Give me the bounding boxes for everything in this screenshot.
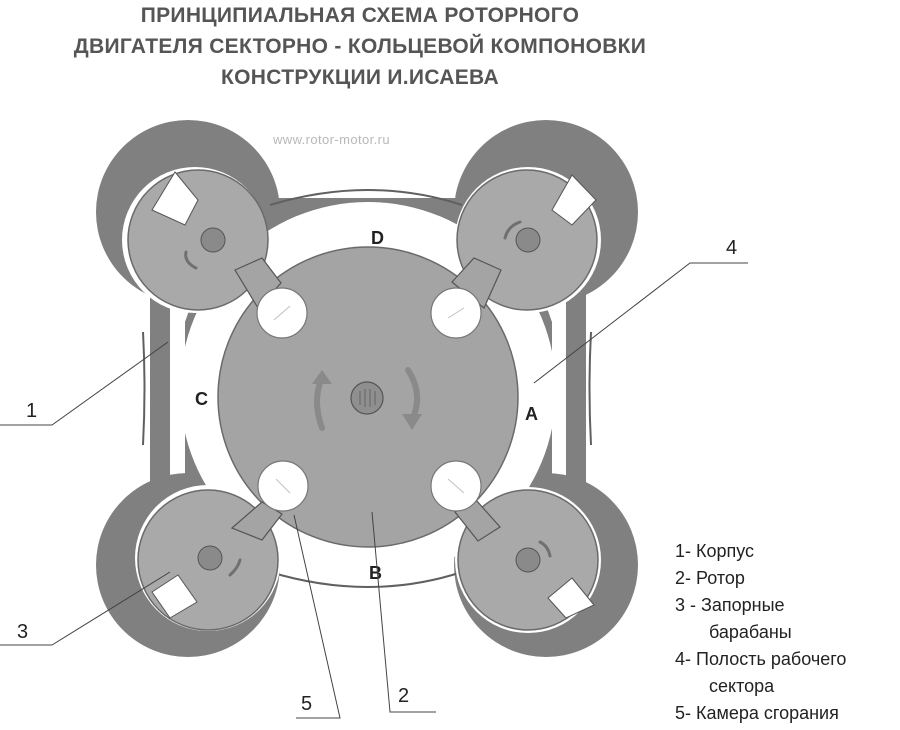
chamber-label-a: A [525, 404, 538, 424]
callout-3: 3 [17, 621, 29, 643]
drum-shaft [516, 228, 540, 252]
legend-item-combustion: 5- Камера сгорания [675, 703, 839, 723]
title-line-3: КОНСТРУКЦИИ И.ИСАЕВА [221, 66, 499, 89]
callout-1: 1 [26, 400, 38, 422]
chamber-label-d: D [371, 228, 384, 248]
title-line-2: ДВИГАТЕЛЯ СЕКТОРНО - КОЛЬЦЕВОЙ КОМПОНОВКИ [73, 35, 647, 58]
chamber-label-b: B [369, 563, 382, 583]
title-line-1: ПРИНЦИПИАЛЬНАЯ СХЕМА РОТОРНОГО [140, 4, 580, 27]
legend [675, 538, 846, 727]
drum-shaft [516, 548, 540, 572]
drum-shaft [198, 546, 222, 570]
watermark-url: www.rotor-motor.ru [273, 132, 391, 147]
legend-item-drums-cont: барабаны [709, 622, 792, 642]
callout-2: 2 [398, 685, 410, 707]
drum-shaft [201, 228, 225, 252]
legend-item-cavity-cont: сектора [709, 676, 775, 696]
legend-item-drums: 3 - Запорные [675, 595, 785, 615]
callout-4: 4 [726, 237, 738, 259]
legend-item-housing: 1- Корпус [675, 541, 755, 561]
chamber-label-c: C [195, 389, 208, 409]
legend-item-cavity: 4- Полость рабочего [675, 649, 847, 669]
rotor-shaft [351, 382, 383, 414]
legend-item-rotor: 2- Ротор [675, 568, 745, 588]
callout-5: 5 [301, 693, 313, 715]
